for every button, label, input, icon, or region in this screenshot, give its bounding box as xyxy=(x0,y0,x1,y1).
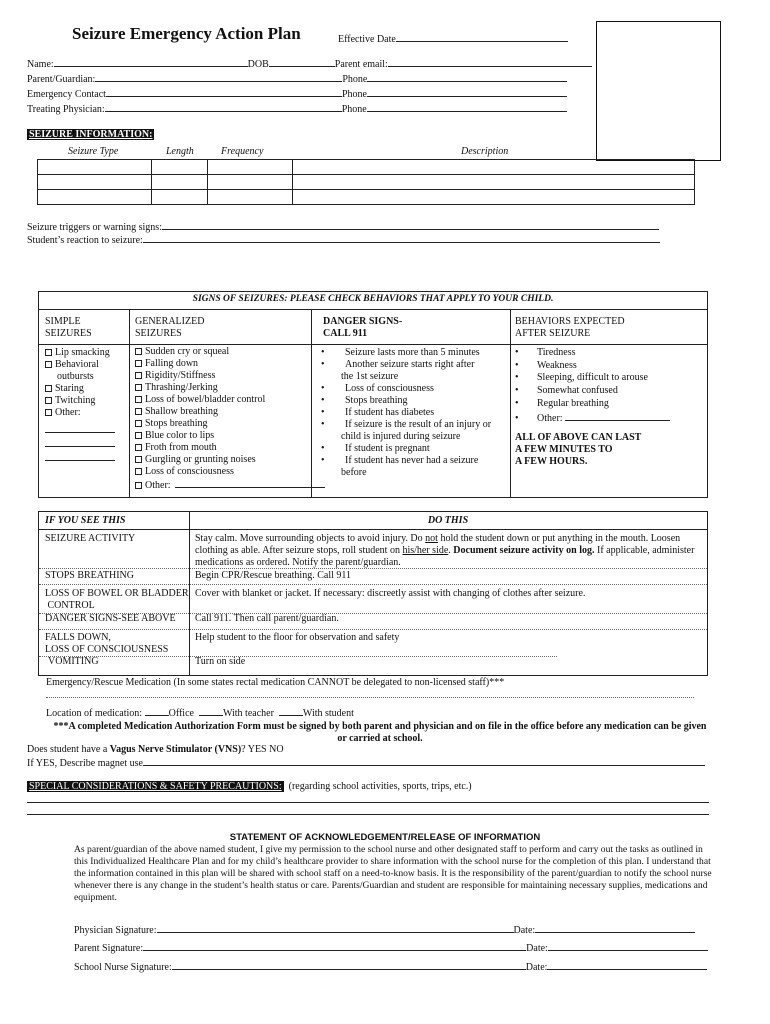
emergency-contact-label: Emergency Contact xyxy=(27,89,106,100)
location-of-medication: Location of medication: Office With teacher With student xyxy=(46,708,354,719)
danger-item: • Stops breathing xyxy=(321,395,408,406)
statement-body: As parent/guardian of the above named student, I give my permission to the school nurse and other designated staff to perform and carry out the tasks as outlined in this Individualized Healthcare Plan and for my child’s healthcare provider to share information with the school nurse for the completion of this plan. I understand that the information contained in this plan will be shared with school staff on a need-to-know basis. It is the responsibility of the parent/guardian to notify the school nurse whenever there is any change in the student’s health status or care. Parents/Guardian and student are responsible for maintaining necessary supplies, medications and equipment. xyxy=(74,844,712,903)
dob-label: DOB xyxy=(247,59,269,70)
if-you-see-header: IF YOU SEE THIS xyxy=(45,515,126,526)
after-item: • Weakness xyxy=(515,359,577,371)
action-table: IF YOU SEE THIS DO THIS SEIZURE ACTIVITY Stay calm. Move surrounding objects to avoid injury. Do not hold the student down or put anything in the mouth. Loosen clothing as able. After seizure stops, roll student on his/her side. Document seizure activity on log. If applicable, administer medications as ordered. Notify the parent/guardian. STOPS BREATHING Begin CPR/Rescue breathing. Call 911 LOSS OF BOWEL OR BLADDER CONTROL Cover with blanket or jacket. If necessary: discreetly assist with changing of clothes after seizure. DANGER SIGNS-SEE ABOVE Call 911. Then call parent/guardian. FALLS DOWN, LOSS OF CONSCIOUSNESS Help student to the floor for observation and safety VOMITING Turn on side xyxy=(38,511,708,676)
col-seizure-type: Seizure Type xyxy=(68,146,119,157)
other-line[interactable] xyxy=(45,423,115,433)
other-line[interactable] xyxy=(45,451,115,461)
triggers-label: Seizure triggers or warning signs: xyxy=(27,222,162,233)
danger-item: • Seizure lasts more than 5 minutes xyxy=(321,347,480,358)
magnet-use-field[interactable] xyxy=(27,756,705,770)
generalized-item[interactable]: Other: xyxy=(135,478,325,492)
table-row[interactable] xyxy=(38,190,695,205)
after-item[interactable]: • Other: xyxy=(515,411,670,426)
name-label: Name: xyxy=(27,59,54,70)
seizure-info-heading: SEIZURE INFORMATION: xyxy=(29,129,153,140)
rescue-medication-label: Emergency/Rescue Medication (In some states rectal medication CANNOT be delegated to non-licensed staff)*** xyxy=(46,677,505,688)
date-label: Date: xyxy=(526,943,548,954)
col-length: Length xyxy=(166,146,194,157)
simple-item[interactable]: Lip smacking xyxy=(45,347,115,359)
phone-field[interactable] xyxy=(367,72,567,82)
statement-heading: STATEMENT OF ACKNOWLEDGEMENT/RELEASE OF INFORMATION xyxy=(229,832,541,843)
signs-heading: SIGNS OF SEIZURES: PLEASE CHECK BEHAVIORS THAT APPLY TO YOUR CHILD. xyxy=(192,294,554,304)
after-header-2: AFTER SEIZURE xyxy=(515,328,591,339)
generalized-item[interactable]: Loss of bowel/bladder control xyxy=(135,394,325,406)
reaction-field[interactable] xyxy=(27,233,660,247)
danger-item: • Another seizure starts right after xyxy=(321,359,475,370)
reaction-label: Student’s reaction to seizure: xyxy=(27,235,143,246)
generalized-item[interactable]: Sudden cry or squeal xyxy=(135,346,325,358)
do-this-header: DO THIS xyxy=(427,515,469,526)
other-line[interactable] xyxy=(45,437,115,447)
generalized-item[interactable]: Stops breathing xyxy=(135,418,325,430)
generalized-item[interactable]: Falling down xyxy=(135,358,325,370)
danger-item: • If student is pregnant xyxy=(321,443,430,454)
table-row[interactable] xyxy=(38,160,695,175)
special-considerations-heading: SPECIAL CONSIDERATIONS & SAFETY PRECAUTIONS: xyxy=(29,781,282,792)
date-label: Date: xyxy=(525,962,548,973)
parent-guardian-field[interactable] xyxy=(95,72,342,82)
danger-item: • If student has never had a seizure xyxy=(321,455,479,466)
after-item: • Tiredness xyxy=(515,347,576,358)
parent-email-label: Parent email: xyxy=(334,59,388,70)
generalized-item[interactable]: Rigidity/Stiffness xyxy=(135,370,325,382)
phone-field[interactable] xyxy=(367,87,567,97)
effective-date-field[interactable] xyxy=(338,32,568,46)
treating-physician-field[interactable] xyxy=(105,102,342,112)
phone-label: Phone xyxy=(341,104,367,115)
simple-header-2: SEIZURES xyxy=(45,328,92,339)
simple-header: SIMPLE xyxy=(45,316,81,327)
parent-email-field[interactable] xyxy=(388,57,592,67)
danger-item: child is injured during seizure xyxy=(341,431,461,442)
after-header: BEHAVIORS EXPECTED xyxy=(515,316,625,327)
after-item: • Somewhat confused xyxy=(515,385,618,397)
student-check[interactable] xyxy=(279,706,303,716)
danger-list xyxy=(321,347,491,479)
generalized-item[interactable]: Loss of consciousness xyxy=(135,466,325,478)
teacher-check[interactable] xyxy=(199,706,223,716)
nurse-signature-label: School Nurse Signature: xyxy=(74,962,172,973)
generalized-item[interactable]: Froth from mouth xyxy=(135,442,325,454)
generalized-list xyxy=(135,346,325,492)
treating-physician-label: Treating Physician: xyxy=(27,104,105,115)
col-frequency: Frequency xyxy=(221,146,264,157)
phone-label: Phone xyxy=(341,89,367,100)
student-info xyxy=(27,57,597,117)
generalized-item[interactable]: Thrashing/Jerking xyxy=(135,382,325,394)
generalized-header: GENERALIZED xyxy=(135,316,205,327)
nurse-signature-row[interactable] xyxy=(74,960,707,974)
danger-item: before xyxy=(341,467,367,478)
generalized-item[interactable]: Gurgling or grunting noises xyxy=(135,454,325,466)
danger-item: • If seizure is the result of an injury or xyxy=(321,419,492,430)
medication-authorization-note: ***A completed Medication Authorization Form must be signed by both parent and physician and on file in the office before any medication can be given or carried at school. xyxy=(53,721,707,744)
phone-label: Phone xyxy=(342,74,368,85)
danger-item: the 1st seizure xyxy=(341,371,399,382)
seizure-info-table xyxy=(37,159,695,205)
after-note: ALL OF ABOVE CAN LAST A FEW MINUTES TO A FEW HOURS. xyxy=(515,432,642,467)
triggers-field[interactable] xyxy=(27,220,659,234)
danger-header: DANGER SIGNS- xyxy=(323,316,403,327)
parent-signature-row[interactable] xyxy=(74,941,708,955)
col-description: Description xyxy=(461,146,509,157)
date-label: Date: xyxy=(513,925,536,936)
danger-item: • Loss of consciousness xyxy=(321,383,434,394)
after-list xyxy=(515,347,670,425)
table-row[interactable] xyxy=(38,175,695,190)
signs-of-seizures-table xyxy=(38,291,708,498)
danger-item: • If student has diabetes xyxy=(321,407,435,418)
phone-field[interactable] xyxy=(367,102,567,112)
danger-header-2: CALL 911 xyxy=(323,328,368,339)
effective-date-label: Effective Date xyxy=(338,34,396,45)
office-check[interactable] xyxy=(145,706,169,716)
physician-signature-row[interactable] xyxy=(74,923,695,937)
simple-item[interactable]: Staring xyxy=(45,383,115,395)
generalized-item[interactable]: Blue color to lips xyxy=(135,430,325,442)
name-field[interactable] xyxy=(54,57,248,67)
special-considerations-note: (regarding school activities, sports, trips, etc.) xyxy=(288,781,472,792)
simple-item[interactable]: Other: xyxy=(45,407,115,419)
simple-item: outbursts xyxy=(57,371,94,382)
emergency-contact-field[interactable] xyxy=(106,87,342,97)
special-line[interactable] xyxy=(27,802,709,803)
physician-signature-label: Physician Signature: xyxy=(74,925,157,936)
simple-item[interactable]: Twitching xyxy=(45,395,115,407)
generalized-header-2: SEIZURES xyxy=(135,328,182,339)
vns-question: Does student have a Vagus Nerve Stimulator (VNS)? YES NO xyxy=(27,744,284,755)
simple-list xyxy=(45,347,115,465)
page-title: Seizure Emergency Action Plan xyxy=(72,24,301,43)
dob-field[interactable] xyxy=(269,57,335,67)
rescue-medication-field[interactable] xyxy=(46,697,694,698)
parent-signature-label: Parent Signature: xyxy=(74,943,144,954)
magnet-use-label: If YES, Describe magnet use xyxy=(27,758,143,769)
special-line[interactable] xyxy=(27,814,709,815)
generalized-item[interactable]: Shallow breathing xyxy=(135,406,325,418)
photo-box xyxy=(596,21,721,161)
simple-item[interactable]: Behavioral xyxy=(45,359,115,371)
parent-guardian-label: Parent/Guardian: xyxy=(27,74,96,85)
special-considerations xyxy=(27,781,472,793)
after-item: • Regular breathing xyxy=(515,397,609,409)
after-item: • Sleeping, difficult to arouse xyxy=(515,372,648,384)
